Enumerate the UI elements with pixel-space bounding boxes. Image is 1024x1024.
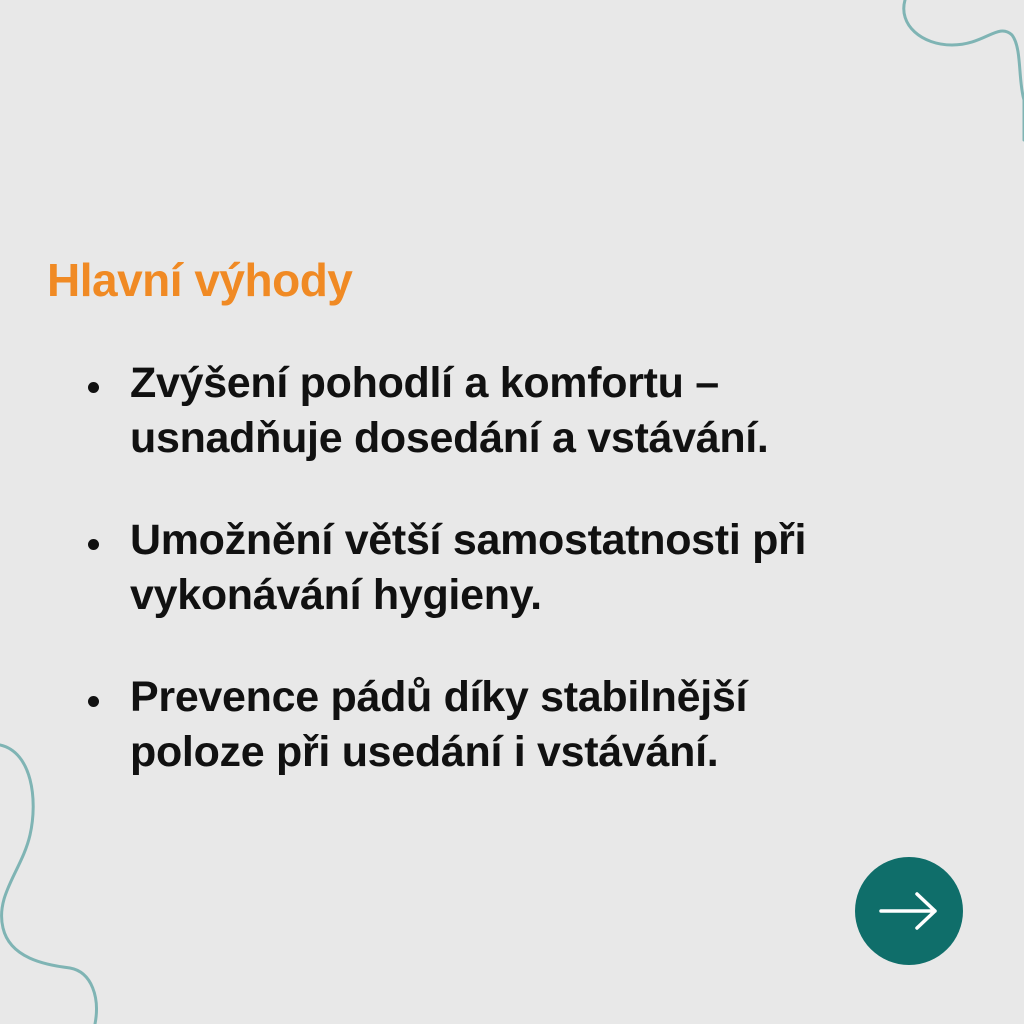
- bullet-icon: [88, 382, 99, 393]
- list-item-text: Umožnění větší samostatnosti při vykonávání hygieny.: [130, 516, 807, 619]
- list-item: [88, 356, 938, 466]
- list-item: [88, 513, 938, 623]
- next-button[interactable]: [855, 857, 963, 965]
- list-item-text: Prevence pádů díky stabilnější poloze při usedání i vstávání.: [130, 673, 748, 776]
- page-title: Hlavní výhody: [47, 254, 353, 306]
- top-right-curve: [904, 0, 1024, 140]
- bullet-icon: [88, 696, 99, 707]
- list-item: [88, 670, 938, 780]
- list-item-text: Zvýšení pohodlí a komfortu – usnadňuje dosedání a vstávání.: [130, 359, 769, 462]
- bottom-left-curve: [0, 745, 96, 1024]
- arrow-right-icon: [877, 891, 941, 931]
- bullet-icon: [88, 539, 99, 550]
